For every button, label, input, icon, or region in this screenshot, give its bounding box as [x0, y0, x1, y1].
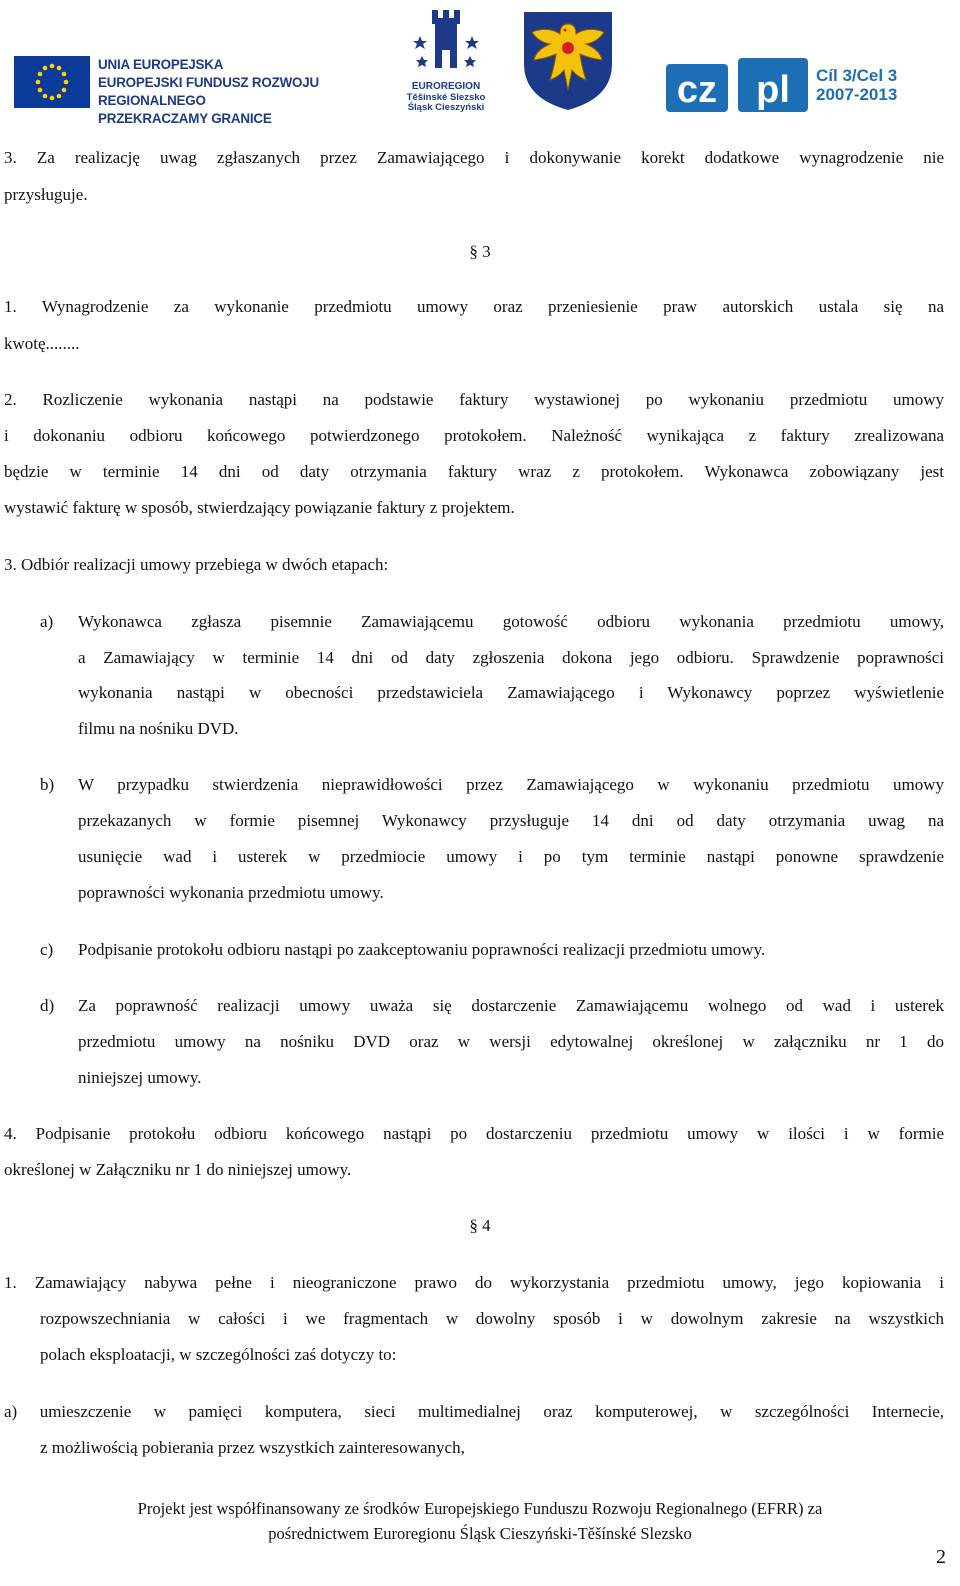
list-marker: a) [40, 612, 54, 631]
paragraph-line: 1. Zamawiający nabywa pełne i nieograniczone prawo do wykorzystania przedmiotu umowy, jego kopiowania i [4, 1273, 944, 1292]
paragraph-line: będzie w terminie 14 dni od daty otrzymania faktury wraz z protokołem. Wykonawca zobowiązany jest [4, 462, 944, 481]
list-item-line: wykonania nastąpi w obecności przedstawiciela Zamawiającego i Wykonawcy poprzez wyświetlenie [78, 683, 944, 702]
euroregion-line-3: Śląsk Cieszyński [407, 102, 485, 113]
euroregion-line-2: Těšínské Slezsko [406, 91, 486, 103]
list-item-line: Za poprawność realizacji umowy uważa się dostarczenie Zamawiającemu wolnego od wad i usterek [78, 996, 944, 1015]
list-item-line: filmu na nośniku DVD. [78, 719, 239, 738]
paragraph-line: polach eksploatacji, w szczególności zaś dotyczy to: [40, 1345, 397, 1364]
list-item-line: z możliwością pobierania przez wszystkich zainteresowanych, [40, 1438, 465, 1457]
eu-logo-line-3: PRZEKRACZAMY GRANICE [98, 111, 272, 126]
list-item-line: a) umieszczenie w pamięci komputera, sieci multimedialnej oraz komputerowej, w szczególności Internecie, [4, 1402, 944, 1421]
list-item-line: niniejszej umowy. [78, 1068, 202, 1087]
eu-logo-line-2: EUROPEJSKI FUNDUSZ ROZWOJU REGIONALNEGO [98, 75, 319, 108]
list-item-line: W przypadku stwierdzenia nieprawidłowości przez Zamawiającego w wykonaniu przedmiotu umowy [78, 775, 944, 794]
page-number: 2 [936, 1546, 946, 1568]
footer-line-1: Projekt jest współfinansowany ze środków Europejskiego Funduszu Rozwoju Regionalnego (EFRR) za [137, 1499, 823, 1518]
paragraph-line: określonej w Załączniku nr 1 do niniejszej umowy. [4, 1160, 352, 1179]
eu-logo-text [98, 56, 398, 128]
eu-flag-logo [14, 56, 90, 108]
paragraph-line: 2. Rozliczenie wykonania nastąpi na podstawie faktury wystawionej po wykonaniu przedmiotu umowy [4, 390, 944, 409]
tower-icon [404, 6, 488, 80]
paragraph-line: kwotę........ [4, 334, 80, 353]
paragraph-line: rozpowszechniania w całości i we fragmentach w dowolny sposób i w dowolnym zakresie na wszystkich [40, 1309, 944, 1328]
section-heading-4: § 4 [469, 1216, 491, 1235]
euroregion-logo [404, 6, 488, 114]
paragraph-line: przysługuje. [4, 185, 88, 204]
cil-line-2: 2007-2013 [816, 85, 898, 104]
section-heading-3: § 3 [469, 242, 491, 261]
euroregion-line-1: EUROREGION [411, 81, 481, 92]
list-item-line: przedmiotu umowy na nośniku DVD oraz w wersji edytowalnej określonej w załączniku nr 1 do [78, 1032, 944, 1051]
list-item-line: usunięcie wad i usterek w przedmiocie umowy i po tym terminie nastąpi ponowne sprawdzenie [78, 847, 944, 866]
list-item-line: a Zamawiający w terminie 14 dni od daty zgłoszenia dokona jego odbioru. Sprawdzenie poprawności [78, 648, 944, 667]
paragraph-line: i dokonaniu odbioru końcowego potwierdzonego protokołem. Należność wynikająca z faktury zrealizowana [4, 426, 944, 445]
list-item-line: przekazanych w formie pisemnej Wykonawcy przysługuje 14 dni od daty otrzymania uwag na [78, 811, 944, 830]
footer-line-2: pośrednictwem Euroregionu Śląsk Cieszyński-Těšínské Slezsko [268, 1524, 692, 1543]
paragraph-line: 3. Za realizację uwag zgłaszanych przez Zamawiającego i dokonywanie korekt dodatkowe wynagrodzenie nie [4, 148, 944, 167]
list-marker: c) [40, 940, 54, 959]
list-marker: d) [40, 996, 55, 1015]
cil-cel-logo-text [816, 66, 916, 104]
paragraph-line: 3. Odbiór realizacji umowy przebiega w dwóch etapach: [4, 555, 389, 574]
list-item-line: Wykonawca zgłasza pisemnie Zamawiającemu gotowość odbioru wykonania przedmiotu umowy, [78, 612, 944, 631]
paragraph-line: wystawić fakturę w sposób, stwierdzający powiązanie faktury z projektem. [4, 498, 515, 517]
cil-line-1: Cíl 3/Cel 3 [816, 66, 898, 85]
eu-logo-line-1: UNIA EUROPEJSKA [98, 57, 224, 72]
eagle-icon [520, 6, 616, 112]
czpl-logo [666, 58, 816, 114]
czpl-cz-text: cz [676, 69, 718, 111]
list-item-line: Podpisanie protokołu odbioru nastąpi po zaakceptowaniu poprawności realizacji przedmiotu umowy. [78, 940, 766, 959]
paragraph-line: 1. Wynagrodzenie za wykonanie przedmiotu umowy oraz przeniesienie praw autorskich ustala się na [4, 297, 944, 316]
list-item-line: poprawności wykonania przedmiotu umowy. [78, 883, 384, 902]
list-marker: b) [40, 775, 55, 794]
czpl-pl-text: pl [756, 69, 790, 111]
paragraph-line: 4. Podpisanie protokołu odbioru końcowego nastąpi po dostarczeniu przedmiotu umowy w ilości i w formie [4, 1124, 944, 1143]
page-footer [0, 1496, 960, 1546]
page-header [0, 0, 960, 125]
coat-of-arms-eagle-logo [520, 6, 616, 112]
